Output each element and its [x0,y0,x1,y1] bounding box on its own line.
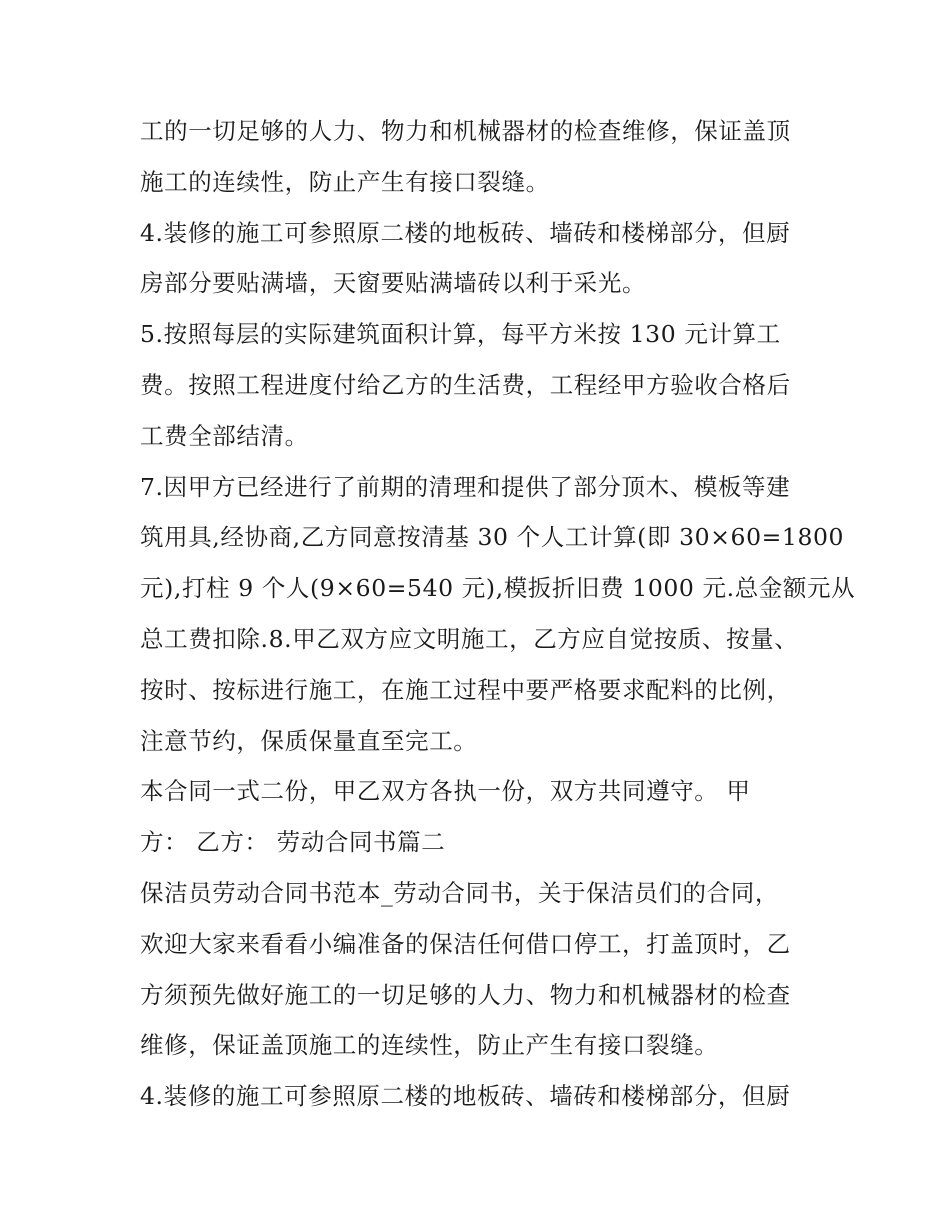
text-line: 本合同一式二份，甲乙双方各执一份，双方共同遵守。 甲 [140,777,751,806]
text-line: 5.按照每层的实际建筑面积计算，每平方米按 130 元计算工 [140,320,781,349]
text-line: 费。按照工程进度付给乙方的生活费，工程经甲方验收合格后 [140,370,791,399]
text-line: 施工的连续性，防止产生有接口裂缝。 [140,167,550,196]
text-line: 注意节约，保质保量直至完工。 [140,726,478,755]
text-line: 维修，保证盖顶施工的连续性，防止产生有接口裂缝。 [140,1031,719,1060]
text-line: 工费全部结清。 [140,421,309,450]
text-line: 总工费扣除.8.甲乙双方应文明施工，乙方应自觉按质、按量、 [140,624,799,653]
text-line: 欢迎大家来看看小编准备的保洁任何借口停工，打盖顶时，乙 [140,929,791,958]
text-line: 工的一切足够的人力、物力和机械器材的检查维修，保证盖顶 [140,117,791,145]
text-line: 7.因甲方已经进行了前期的清理和提供了部分顶木、模板等建 [140,472,791,501]
text-line: 4.装修的施工可参照原二楼的地板砖、墙砖和楼梯部分，但厨 [140,1082,791,1111]
text-line: 4.装修的施工可参照原二楼的地板砖、墙砖和楼梯部分，但厨 [140,218,791,247]
text-line: 按时、按标进行施工，在施工过程中要严格要求配料的比例， [140,675,791,704]
text-line: 筑用具,经协商,乙方同意按清基 30 个人工计算(即 30×60=1800 [140,523,845,552]
text-line: 方： 乙方： 劳动合同书篇二 [140,828,446,857]
text-line: 保洁员劳动合同书范本_劳动合同书，关于保洁员们的合同， [140,878,779,907]
document-body [140,106,856,1122]
text-line: 方须预先做好施工的一切足够的人力、物力和机械器材的检查 [140,980,791,1009]
text-line: 元),打柱 9 个人(9×60=540 元),模扳折旧费 1000 元.总金额元从 [140,574,856,603]
text-line: 房部分要贴满墙，天窗要贴满墙砖以利于采光。 [140,269,647,298]
